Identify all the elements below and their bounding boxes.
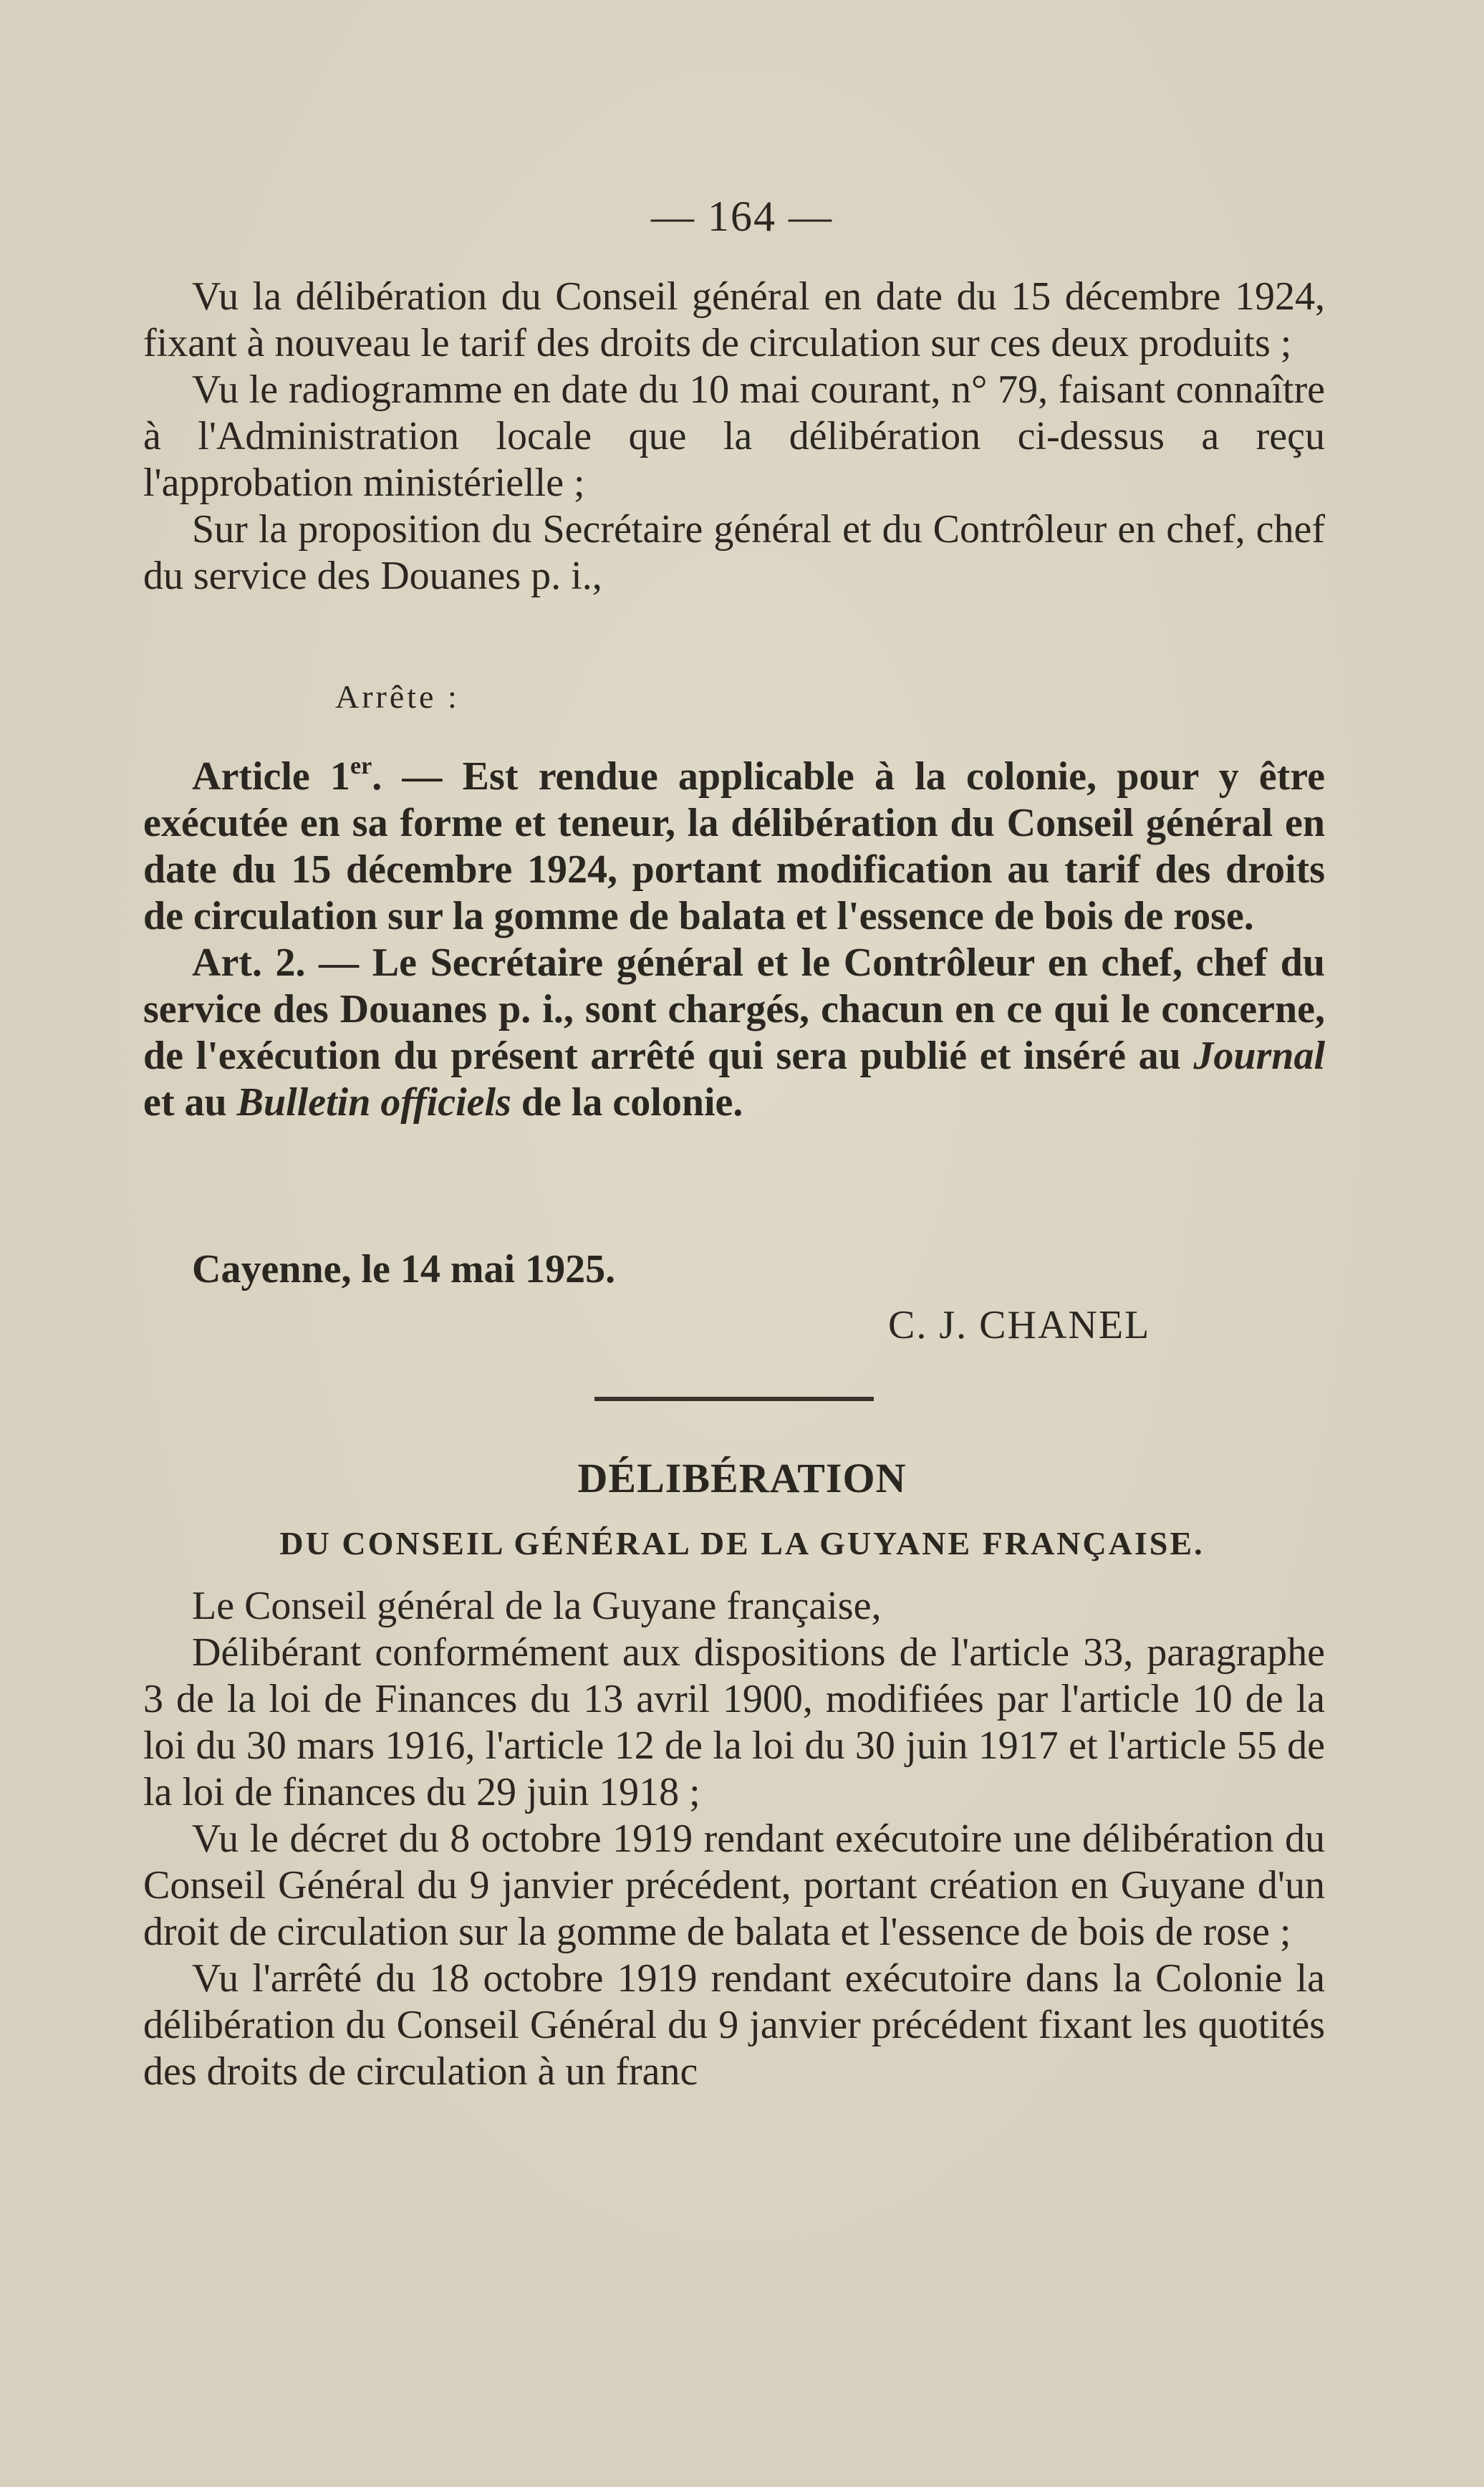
article-2-text-c: de la colonie. xyxy=(511,1080,743,1125)
bulletin-title: Bulletin officiels xyxy=(236,1080,511,1125)
arrete-preamble xyxy=(143,274,1325,600)
vu-deliberation-paragraph: Vu la délibération du Conseil général en date du 15 décembre 1924, fixant à nouveau le tarif des droits de circulation sur ces deux produits ; xyxy=(143,274,1325,365)
section-divider xyxy=(594,1397,874,1401)
deliberant-paragraph: Délibérant conformément aux dispositions de l'article 33, paragraphe 3 de la loi de Finances du 13 avril 1900, modifiées par l'article 10 de la loi du 30 mars 1916, l'article 12 de la loi du 30 juin 1917 et l'article 55 de la loi de finances du 29 juin 1918 ; xyxy=(143,1630,1325,1814)
vu-decret-paragraph: Vu le décret du 8 octobre 1919 rendant exécutoire une délibération du Conseil Général du 9 janvier précédent, portant création en Guyane d'un droit de circulation sur la gomme de balata et l'essence de bois de rose ; xyxy=(143,1817,1325,1954)
deliberation-subtitle: DU CONSEIL GÉNÉRAL DE LA GUYANE FRANÇAISE. xyxy=(279,1525,1205,1562)
sur-proposition-paragraph: Sur la proposition du Secrétaire général et du Contrôleur en chef, chef du service des Douanes p. i., xyxy=(143,507,1325,598)
article-1-text: . — Est rendue applicable à la colonie, pour y être exécutée en sa forme et teneur, la délibération du Conseil général en date du 15 décembre 1924, portant modification au tarif des droits de circulation sur la gomme de balata et l'essence de bois de rose. xyxy=(143,754,1326,938)
place-date-block xyxy=(143,1246,1325,1293)
article-2-text-b: et au xyxy=(143,1080,237,1125)
deliberation-opening: Le Conseil général de la Guyane française, xyxy=(192,1584,882,1628)
deliberation-title: DÉLIBÉRATION xyxy=(577,1455,907,1501)
place-date: Cayenne, le 14 mai 1925. xyxy=(192,1247,616,1291)
page-number: — 164 — xyxy=(651,193,833,240)
signature: C. J. CHANEL xyxy=(888,1303,1151,1347)
deliberation-body xyxy=(143,1583,1325,2095)
article-1-superscript: er xyxy=(350,753,372,779)
article-2-label: Art. 2. xyxy=(192,941,306,985)
article-2-paragraph xyxy=(143,940,1325,1126)
article-2-text-a: — Le Secrétaire général et le Contrôleur en chef, chef du service des Douanes p. i., sont chargés, chacun en ce qui le concerne, de l'exécution du présent arrêté qui sera publié et inséré au xyxy=(143,941,1325,1078)
arrete-heading: Arrête : xyxy=(335,678,460,715)
article-1-paragraph xyxy=(143,743,1325,940)
article-1-label: Article 1 xyxy=(192,754,351,799)
vu-arrete-paragraph: Vu l'arrêté du 18 octobre 1919 rendant exécutoire dans la Colonie la délibération du Conseil Général du 9 janvier précédent fixant les quotités des droits de circulation à un franc xyxy=(143,1956,1325,2094)
arrete-articles xyxy=(143,743,1325,1126)
vu-radiogramme-paragraph: Vu le radiogramme en date du 10 mai courant, n° 79, faisant connaître à l'Administration locale que la délibération ci-dessus a reçu l'approbation ministérielle ; xyxy=(143,367,1325,505)
journal-title: Journal xyxy=(1193,1034,1325,1078)
